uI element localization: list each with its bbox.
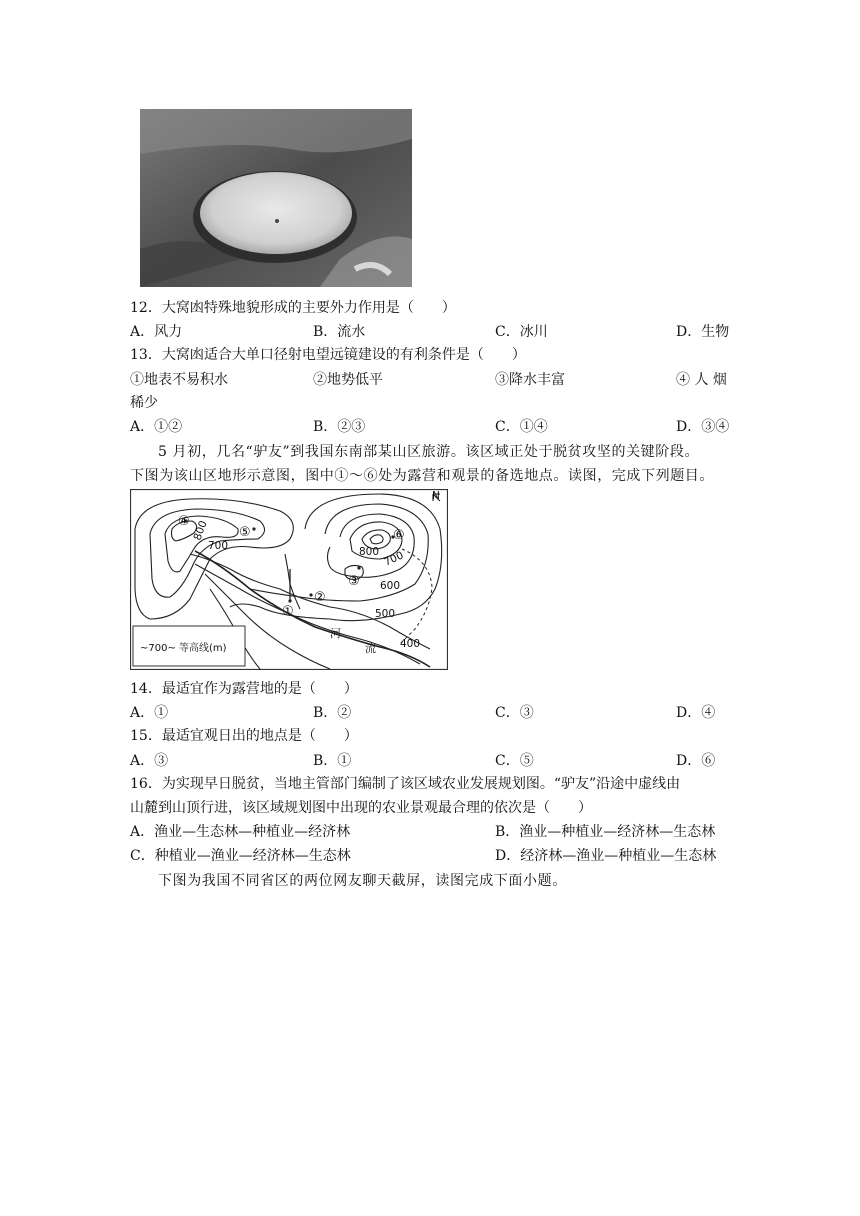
contour-label-800-right: 800 [359, 546, 380, 558]
q12-option-d: D．生物 [676, 324, 730, 340]
q13-option-a: A．①② [130, 419, 183, 435]
contour-label-400: 400 [400, 638, 421, 650]
contour-line [285, 554, 300, 609]
q13-option-d: D．③④ [676, 419, 730, 435]
dashed-route [400, 549, 432, 644]
point-5-label: ⑤ [239, 525, 251, 540]
q13-condition-wrap: 稀少 [130, 395, 158, 411]
q12-option-c: C．冰川 [495, 324, 548, 340]
q16-option-a: A．渔业—生态林—种植业—经济林 [130, 824, 351, 840]
q14-option-c: C．③ [495, 705, 534, 721]
q13-condition-3: ③降水丰富 [495, 372, 565, 388]
point-2-dot [309, 593, 312, 596]
q15-option-c: C．⑤ [495, 753, 534, 769]
point-6-label: ⑥ [393, 528, 405, 543]
topographic-map [130, 489, 448, 670]
q16-option-d: D．经济林—渔业—种植业—生态林 [495, 848, 717, 864]
point-1-label: ① [282, 604, 294, 619]
point-3-dot [357, 566, 360, 569]
q13-option-b: B．②③ [313, 419, 366, 435]
contour-label-700-left: 700 [208, 540, 229, 552]
contour-line [230, 494, 442, 621]
q14-stem: 14．最适宜作为露营地的是（ ） [130, 681, 358, 697]
q15-option-a: A．③ [130, 753, 169, 769]
intro1-line1: 5 月初，几名“驴友”到我国东南部某山区旅游。该区域正处于脱贫攻坚的关键阶段。 [158, 444, 700, 460]
contour-line [370, 535, 383, 544]
q13-condition-2: ②地势低平 [313, 372, 383, 388]
telescope-photo-image [140, 109, 412, 287]
river-label-1: 河 [330, 627, 341, 640]
q12-stem: 12．大窝凼特殊地貌形成的主要外力作用是（ ） [130, 300, 456, 316]
contour-line [135, 499, 293, 619]
contour-label-700-right: 700 [382, 549, 406, 569]
q16-stem-line1: 16．为实现早日脱贫，当地主管部门编制了该区域农业发展规划图。“驴友”沿途中虚线由 [130, 776, 681, 792]
point-1-dot [288, 599, 291, 602]
q16-option-b: B．渔业—种植业—经济林—生态林 [495, 824, 716, 840]
q13-condition-4: ④ 人 烟 [676, 372, 727, 388]
telescope-photo [140, 109, 412, 287]
contour-label-500: 500 [375, 608, 396, 620]
q15-option-d: D．⑥ [676, 753, 716, 769]
q16-stem-line2: 山麓到山顶行进，该区域规划图中出现的农业景观最合理的依次是（ ） [130, 800, 592, 816]
intro2-text: 下图为我国不同省区的两位网友聊天截屏，读图完成下面小题。 [158, 873, 567, 889]
q14-option-b: B．② [313, 705, 352, 721]
q15-stem: 15．最适宜观日出的地点是（ ） [130, 728, 358, 744]
river-label-2: 流 [365, 642, 376, 655]
contour-label-600: 600 [380, 580, 401, 592]
q15-option-b: B．① [313, 753, 352, 769]
intro1-line2: 下图为该山区地形示意图，图中①～⑥处为露营和观景的备选地点。读图，完成下列题目。 [130, 468, 714, 484]
q13-option-c: C．①④ [495, 419, 548, 435]
point-3-label: ③ [348, 574, 360, 589]
q16-option-c: C．种植业—渔业—经济林—生态林 [130, 848, 351, 864]
q14-option-d: D．④ [676, 705, 716, 721]
point-4-label: ④ [178, 514, 190, 529]
contour-label-800-left: 800 [191, 519, 210, 543]
contour-map-svg [130, 489, 448, 670]
q13-stem: 13．大窝凼适合大单口径射电望远镜建设的有利条件是（ ） [130, 347, 526, 363]
legend-text: ~700~ 等高线(m) [140, 643, 227, 654]
q14-option-a: A．① [130, 705, 169, 721]
q13-condition-1: ①地表不易积水 [130, 372, 228, 388]
point-2-label: ② [314, 590, 326, 605]
q12-option-a: A．风力 [130, 324, 183, 340]
q12-option-b: B．流水 [313, 324, 366, 340]
north-label: N [432, 490, 440, 502]
point-5-dot [252, 527, 255, 530]
